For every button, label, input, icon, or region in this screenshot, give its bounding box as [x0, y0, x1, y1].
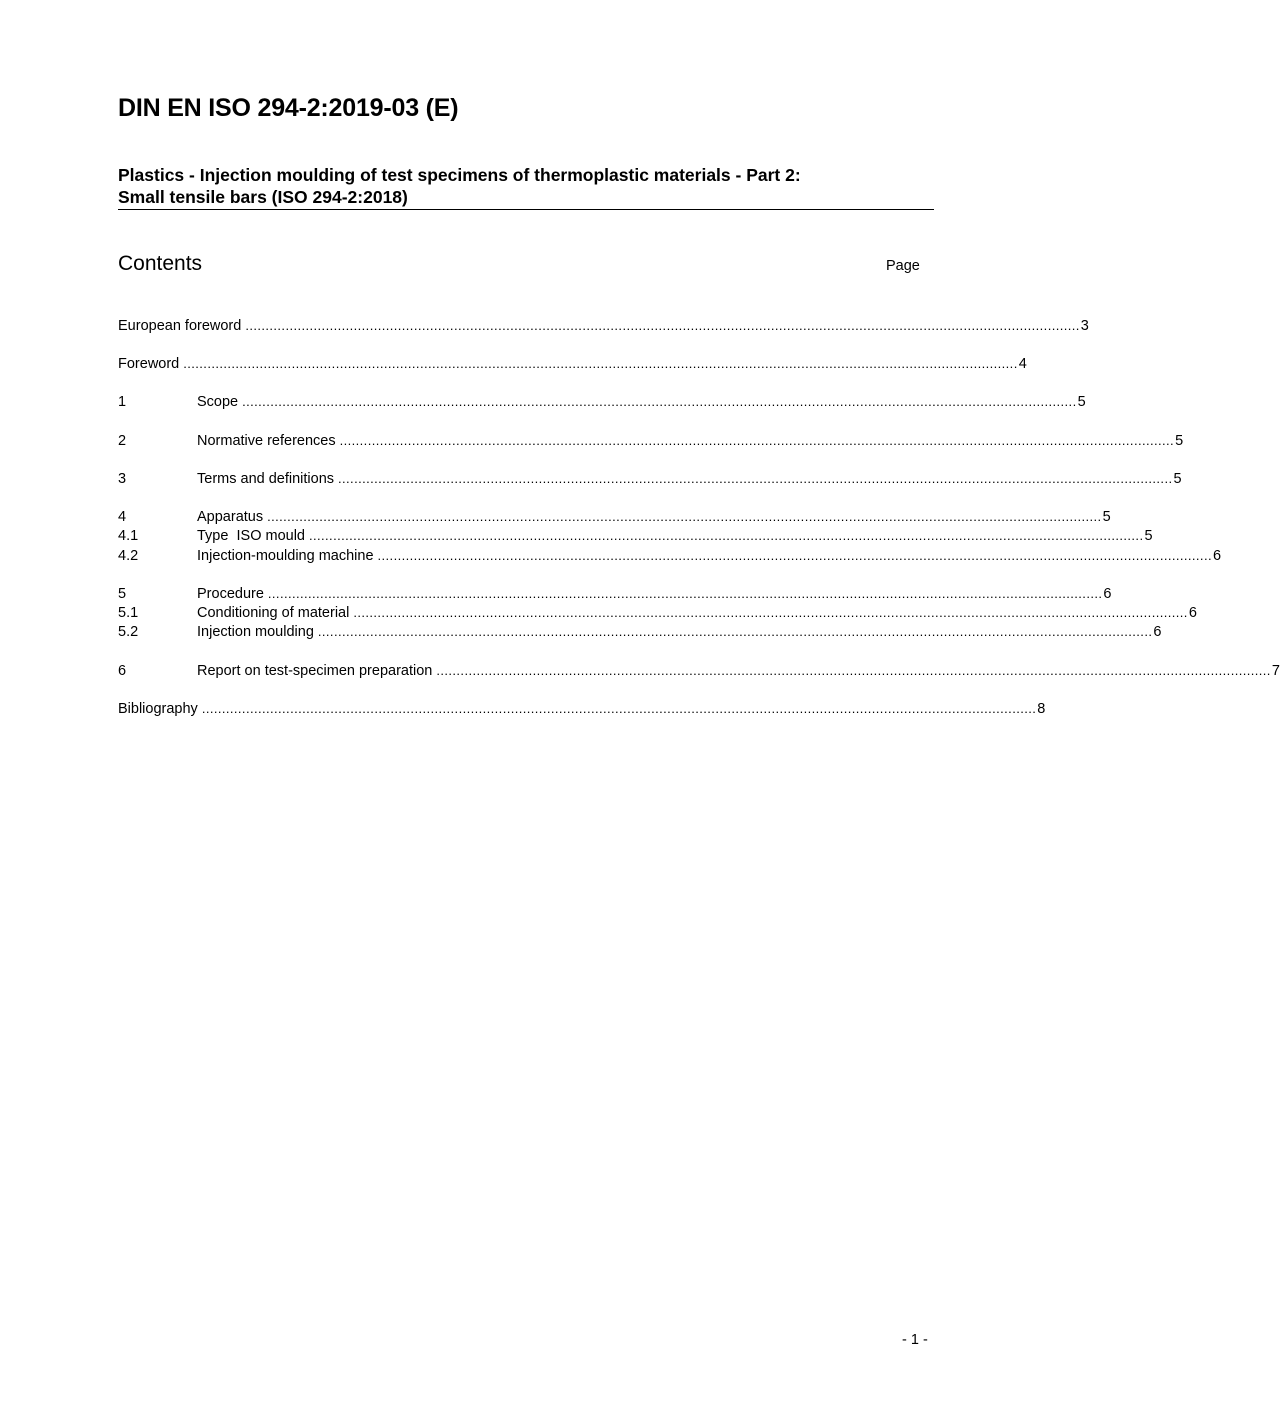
- toc-entry-number: 2: [118, 433, 127, 449]
- toc-entry-title: Apparatus: [197, 509, 264, 525]
- toc-entry-page: 5: [1175, 433, 1184, 449]
- subtitle-line-2: Small tensile bars (ISO 294-2:2018): [118, 187, 408, 207]
- toc-dot-leader: ................................................................................................................................................................................................................: [338, 471, 1173, 486]
- toc-entry-number: 4.1: [118, 528, 139, 544]
- toc-entry-page: 8: [1037, 701, 1046, 717]
- page-column-heading: Page: [886, 258, 920, 274]
- toc-dot-leader: ................................................................................................................................................................................................................: [242, 394, 1077, 409]
- toc-entry-title: Procedure: [197, 586, 264, 602]
- toc-entry-page: 6: [1153, 624, 1162, 640]
- toc-entry-title: Report on test-specimen preparation: [197, 663, 433, 679]
- toc-entry-page: 4: [1018, 356, 1027, 372]
- toc-entry-terms-and-definitions[interactable]: [118, 469, 1182, 488]
- toc-dot-leader: ................................................................................................................................................................................................................: [267, 509, 1102, 524]
- toc-entry-page: 6: [1212, 548, 1222, 564]
- toc-entry-page: 6: [1188, 605, 1197, 621]
- toc-dot-leader: ................................................................................................................................................................................................................: [377, 548, 1212, 563]
- toc-entry-normative-references[interactable]: [118, 431, 1184, 450]
- subtitle-line-1: Plastics - Injection moulding of test specimens of thermoplastic materials - Part 2:: [118, 165, 801, 185]
- toc-entry-title: Scope: [197, 394, 239, 410]
- toc-entry-page: 5: [1077, 394, 1086, 410]
- toc-entry-title: Conditioning of material: [197, 605, 350, 621]
- toc-entry-title: Bibliography: [118, 701, 198, 717]
- toc-entry-page: 7: [1271, 663, 1280, 679]
- toc-entry-report-on-test-specimen-preparation[interactable]: [118, 661, 1280, 680]
- document-subtitle: [118, 164, 934, 210]
- toc-entry-title: European foreword: [118, 318, 242, 334]
- toc-dot-leader: ................................................................................................................................................................................................................: [436, 663, 1271, 678]
- toc-dot-leader: ................................................................................................................................................................................................................: [267, 586, 1103, 601]
- toc-entry-number: 4.2: [118, 548, 139, 564]
- toc-entry-page: 5: [1144, 528, 1153, 544]
- toc-entry-bibliography[interactable]: [118, 699, 1046, 718]
- toc-dot-leader: ................................................................................................................................................................................................................: [245, 318, 1080, 333]
- toc-dot-leader: ................................................................................................................................................................................................................: [317, 624, 1153, 639]
- toc-dot-leader: ................................................................................................................................................................................................................: [201, 701, 1037, 716]
- toc-entry-foreword[interactable]: [118, 354, 1027, 373]
- toc-entry-number: 5.1: [118, 605, 139, 621]
- toc-entry-number: 5.2: [118, 624, 139, 640]
- toc-entry-page: 3: [1080, 318, 1089, 334]
- toc-entry-title: Foreword: [118, 356, 180, 372]
- toc-entry-number: 3: [118, 471, 127, 487]
- toc-entry-number: 4: [118, 509, 127, 525]
- toc-entry-page: 6: [1103, 586, 1112, 602]
- document-title: DIN EN ISO 294-2:2019-03 (E): [118, 94, 459, 122]
- contents-heading: Contents: [118, 252, 203, 275]
- toc-entry-page: 5: [1102, 509, 1111, 525]
- toc-entry-procedure[interactable]: [118, 584, 1112, 603]
- toc-entry-number: 1: [118, 394, 127, 410]
- toc-entry-title: Injection-moulding machine: [197, 548, 374, 564]
- toc-dot-leader: ................................................................................................................................................................................................................: [353, 605, 1188, 620]
- toc-entry-number: 5: [118, 586, 127, 602]
- toc-entry-apparatus[interactable]: [118, 507, 1111, 526]
- toc-entry-type-iso-mould[interactable]: [118, 526, 1153, 545]
- toc-entry-conditioning-of-material[interactable]: [118, 603, 1197, 622]
- toc-entry-page: 5: [1173, 471, 1182, 487]
- toc-entry-injection-moulding[interactable]: [118, 622, 1162, 641]
- toc-entry-title: Normative references: [197, 433, 336, 449]
- toc-entry-scope[interactable]: [118, 392, 1086, 411]
- toc-dot-leader: ................................................................................................................................................................................................................: [183, 356, 1018, 371]
- toc-dot-leader: ................................................................................................................................................................................................................: [339, 433, 1175, 448]
- toc-entry-european-foreword[interactable]: [118, 316, 1089, 335]
- toc-entry-title: Terms and definitions: [197, 471, 335, 487]
- toc-entry-injection-moulding-machine[interactable]: [118, 546, 1222, 565]
- footer-page-number: - 1 -: [902, 1332, 928, 1348]
- toc-entry-title: Injection moulding: [197, 624, 314, 640]
- toc-entry-title: Type ISO mould: [197, 528, 305, 544]
- toc-entry-number: 6: [118, 663, 127, 679]
- toc-dot-leader: ................................................................................................................................................................................................................: [309, 528, 1144, 543]
